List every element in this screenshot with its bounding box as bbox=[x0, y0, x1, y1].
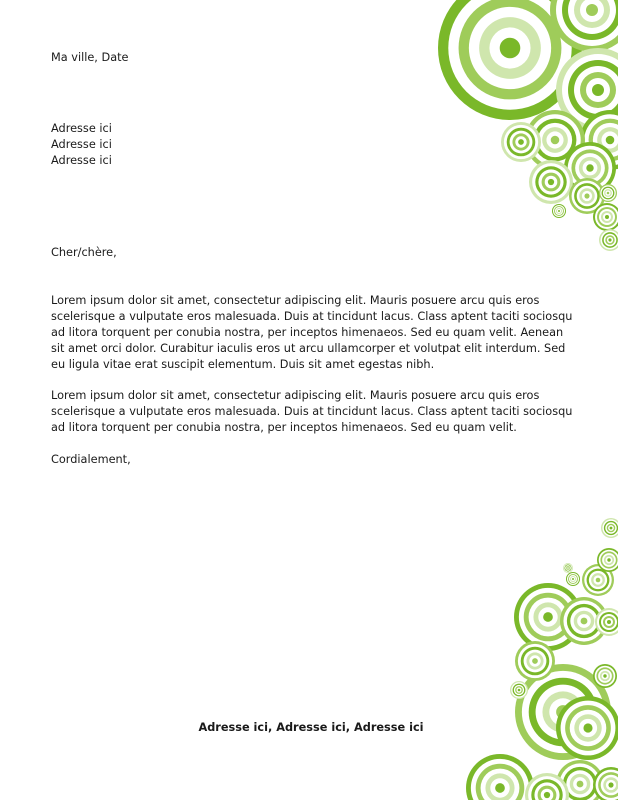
circle-target-icon bbox=[599, 184, 617, 202]
circle-target-icon bbox=[529, 160, 573, 204]
circle-target-icon bbox=[593, 664, 617, 688]
circle-target-icon bbox=[580, 110, 618, 170]
circle-target-icon bbox=[501, 122, 541, 162]
circle-target-icon bbox=[564, 142, 616, 194]
circle-target-icon bbox=[550, 0, 618, 52]
circle-target-icon bbox=[525, 110, 585, 170]
circle-target-icon bbox=[595, 608, 618, 636]
recipient-address bbox=[51, 121, 112, 169]
circle-target-icon bbox=[438, 0, 582, 120]
circle-target-icon bbox=[510, 681, 528, 699]
circle-target-icon bbox=[515, 641, 555, 681]
date-line: Ma ville, Date bbox=[51, 51, 129, 64]
circle-target-icon bbox=[601, 518, 618, 538]
circle-target-icon bbox=[569, 178, 605, 214]
circle-target-icon bbox=[582, 564, 614, 596]
circle-target-icon bbox=[515, 664, 611, 760]
closing: Cordialement, bbox=[51, 453, 131, 466]
greeting: Cher/chère, bbox=[51, 246, 117, 259]
address-line: Adresse ici bbox=[51, 122, 112, 135]
body-paragraph: Lorem ipsum dolor sit amet, consectetur adipiscing elit. Mauris posuere arcu quis eros scelerisque a vulputate eros malesuada. Duis at tincidunt lacus. Class aptent taciti sociosqu ad litora torquent per conubia nostra, per inceptos himenaeos. Sed eu quam velit. Aenean sit amet orci dolor. Curabitur iaculis eros ut arcu ullamcorper et volutpat elit interdum. Sed eu ligula vitae erat suscipit elementum. Duis sit amet egestas nibh. bbox=[51, 294, 573, 371]
circle-target-icon bbox=[599, 229, 618, 251]
circle-target-icon bbox=[552, 204, 566, 218]
circle-target-icon bbox=[566, 572, 580, 586]
circle-target-icon bbox=[560, 597, 608, 645]
address-line: Adresse ici bbox=[51, 154, 112, 167]
circle-target-icon bbox=[556, 760, 604, 800]
circle-target-icon bbox=[514, 583, 582, 651]
circle-target-icon bbox=[593, 203, 618, 231]
circle-target-icon bbox=[525, 773, 569, 800]
body-paragraph: Lorem ipsum dolor sit amet, consectetur adipiscing elit. Mauris posuere arcu quis eros scelerisque a vulputate eros malesuada. Duis at tincidunt lacus. Class aptent taciti sociosqu ad litora torquent per conubia nostra, per inceptos himenaeos. Sed eu quam velit. bbox=[51, 389, 573, 434]
circle-target-icon bbox=[593, 767, 618, 800]
footer-address: Adresse ici, Adresse ici, Adresse ici bbox=[198, 721, 424, 734]
address-line: Adresse ici bbox=[51, 138, 112, 151]
circle-target-icon bbox=[556, 48, 618, 132]
circle-target-icon bbox=[466, 754, 534, 800]
circle-target-icon bbox=[563, 563, 573, 573]
circle-target-icon bbox=[597, 548, 618, 572]
